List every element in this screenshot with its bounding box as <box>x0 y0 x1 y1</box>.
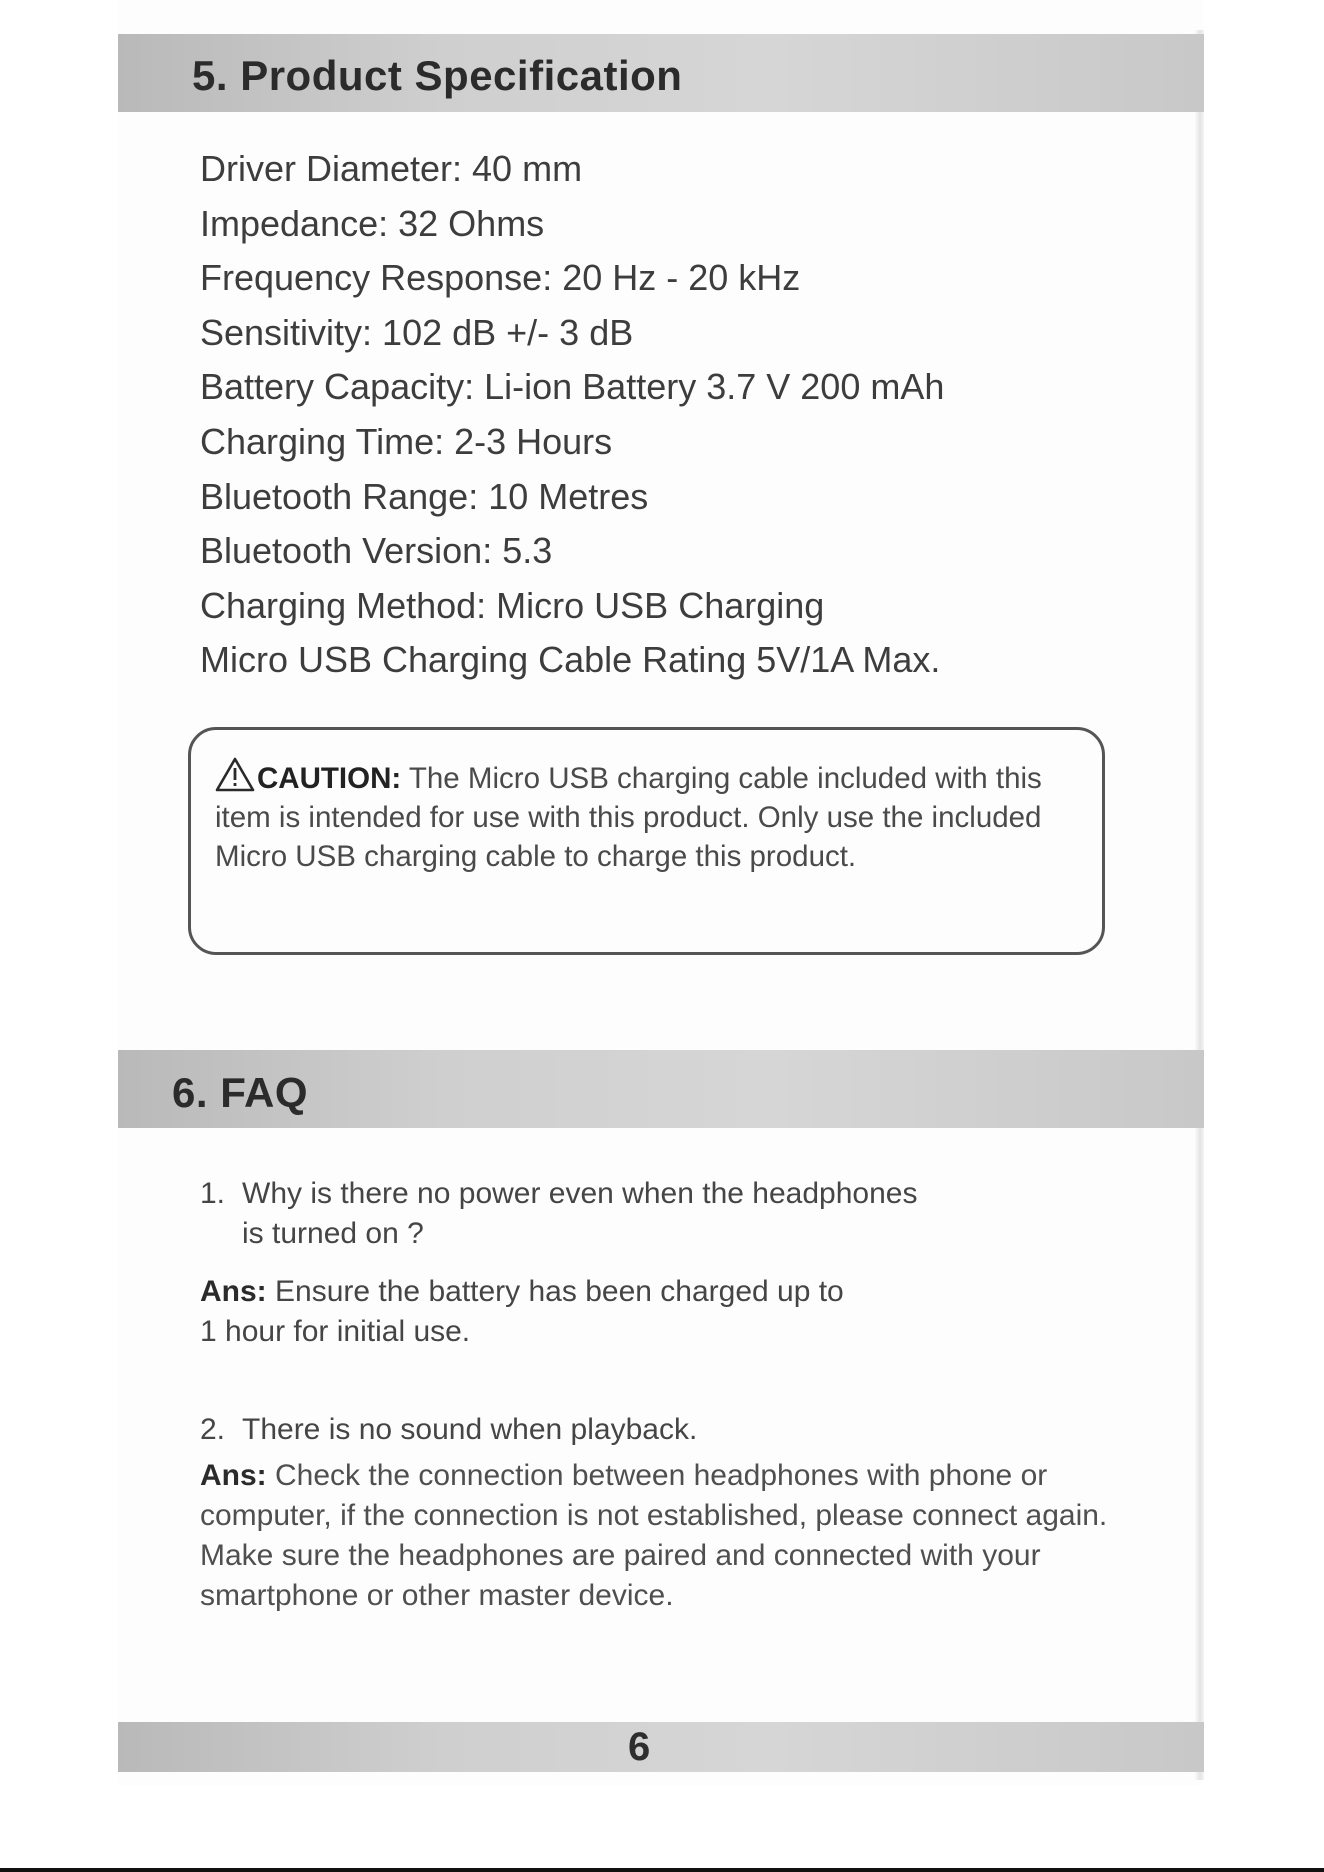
spec-list <box>200 142 944 688</box>
caution-box <box>188 727 1105 955</box>
spec-item-charging-time: Charging Time: 2-3 Hours <box>200 420 613 462</box>
faq-question-1 <box>200 1174 1120 1254</box>
faq-question-1-number: 1. <box>200 1177 226 1210</box>
spec-item-bluetooth-range: Bluetooth Range: 10 Metres <box>200 475 649 517</box>
faq-answer-1-line2: 1 hour for initial use. <box>200 1315 471 1348</box>
faq-section-title: 6. FAQ <box>172 1069 309 1116</box>
faq-question-2-number: 2. <box>200 1413 226 1446</box>
spec-item-charging-method: Charging Method: Micro USB Charging <box>200 584 825 626</box>
faq-answer-1-label: Ans: <box>200 1275 267 1308</box>
faq-question-2-text: There is no sound when playback. <box>242 1413 698 1446</box>
spec-item-impedance: Impedance: 32 Ohms <box>200 202 545 244</box>
page-edge-shadow <box>1194 30 1204 1780</box>
page-number: 6 <box>628 1725 651 1769</box>
spec-item-battery-capacity: Battery Capacity: Li-ion Battery 3.7 V 200 mAh <box>200 366 945 408</box>
faq-question-2 <box>200 1410 1120 1450</box>
faq-question-1-line2: is turned on ? <box>242 1217 424 1250</box>
faq-question-1-line1: Why is there no power even when the headphones <box>242 1177 918 1210</box>
faq-answer-1-line1: Ensure the battery has been charged up to <box>275 1275 844 1308</box>
spec-item-sensitivity: Sensitivity: 102 dB +/- 3 dB <box>200 311 634 353</box>
footer-band <box>118 1722 1204 1772</box>
spec-item-cable-rating: Micro USB Charging Cable Rating 5V/1A Max. <box>200 639 941 681</box>
caution-text: The Micro USB charging cable included with this item is intended for use with this product. Only use the included Micro USB charging cable to charge this product. <box>215 762 1042 873</box>
faq-answer-2-text: Check the connection between headphones with phone or computer, if the connection is not established, please connect again. Make sure the headphones are paired and connected with your smartphone or other master device. <box>200 1459 1108 1612</box>
spec-item-frequency-response: Frequency Response: 20 Hz - 20 kHz <box>200 257 801 299</box>
caution-label: CAUTION: <box>257 762 402 795</box>
faq-answer-2-label: Ans: <box>200 1459 267 1492</box>
spec-item-driver-diameter: Driver Diameter: 40 mm <box>200 148 583 189</box>
warning-triangle-icon <box>215 756 255 792</box>
faq-answer-1 <box>200 1272 1120 1352</box>
spec-section-title: 5. Product Specification <box>192 52 683 99</box>
bottom-divider <box>0 1868 1324 1872</box>
spec-item-bluetooth-version: Bluetooth Version: 5.3 <box>200 530 553 572</box>
faq-answer-2 <box>200 1456 1120 1616</box>
